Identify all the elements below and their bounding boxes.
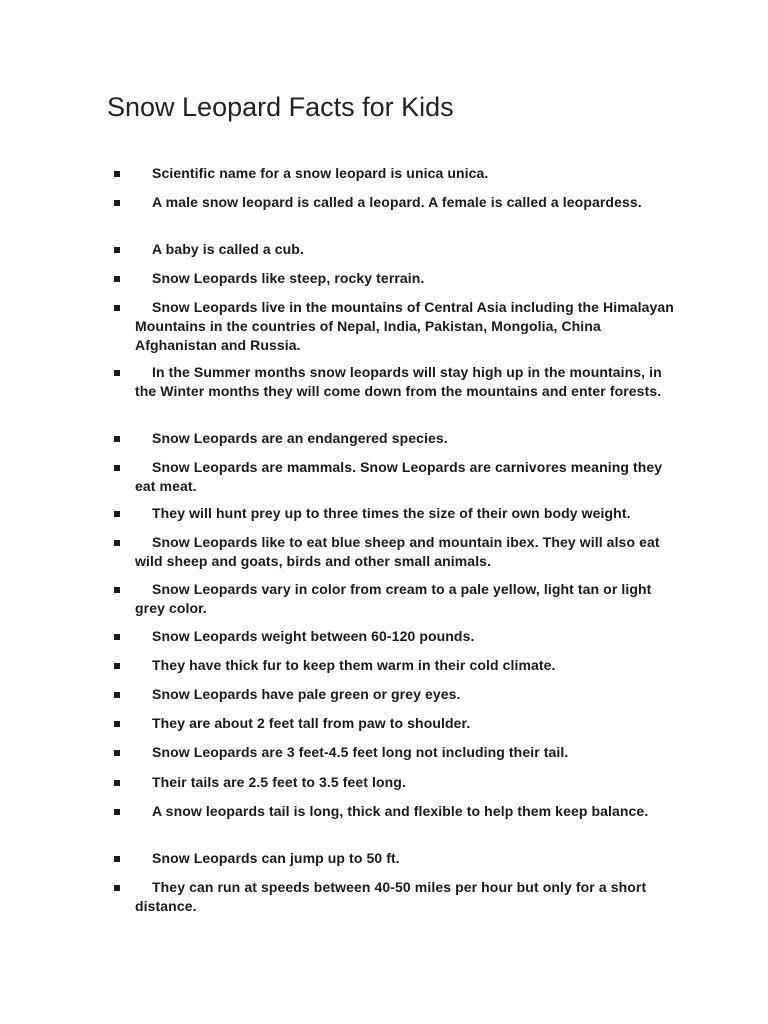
square-bullet-icon [114, 692, 120, 698]
square-bullet-icon [114, 370, 120, 376]
fact-text: Snow Leopards are an endangered species. [152, 430, 448, 446]
fact-text: Snow Leopards have pale green or grey eyes. [152, 686, 461, 702]
square-bullet-icon [114, 305, 120, 311]
fact-text: They have thick fur to keep them warm in their cold climate. [152, 657, 556, 673]
square-bullet-icon [114, 540, 120, 546]
fact-text: They are about 2 feet tall from paw to shoulder. [152, 715, 471, 731]
square-bullet-icon [114, 587, 120, 593]
fact-text: Scientific name for a snow leopard is unica unica. [152, 165, 489, 181]
square-bullet-icon [114, 809, 120, 815]
page-title: Snow Leopard Facts for Kids [107, 92, 454, 122]
square-bullet-icon [114, 750, 120, 756]
fact-text: A male snow leopard is called a leopard. A female is called a leopardess. [152, 194, 642, 210]
square-bullet-icon [114, 200, 120, 206]
fact-text: In the Summer months snow leopards will stay high up in the mountains, in the Winter months they will come down from the mountains and enter forests. [135, 364, 662, 399]
fact-text: Snow Leopards are mammals. Snow Leopards are carnivores meaning they eat meat. [135, 459, 663, 494]
fact-text: Snow Leopards are 3 feet-4.5 feet long not including their tail. [152, 744, 569, 760]
square-bullet-icon [114, 663, 120, 669]
square-bullet-icon [114, 436, 120, 442]
square-bullet-icon [114, 721, 120, 727]
square-bullet-icon [114, 885, 120, 891]
fact-text: Snow Leopards vary in color from cream to a pale yellow, light tan or light grey color. [135, 581, 652, 616]
fact-text: A snow leopards tail is long, thick and flexible to help them keep balance. [152, 803, 649, 819]
square-bullet-icon [114, 856, 120, 862]
fact-text: Snow Leopards can jump up to 50 ft. [152, 850, 400, 866]
fact-text: A baby is called a cub. [152, 241, 304, 257]
fact-text: Snow Leopards like steep, rocky terrain. [152, 270, 425, 286]
square-bullet-icon [114, 634, 120, 640]
fact-text: Snow Leopards like to eat blue sheep and mountain ibex. They will also eat wild sheep and goats, birds and other small animals. [135, 534, 660, 569]
square-bullet-icon [114, 511, 120, 517]
square-bullet-icon [114, 171, 120, 177]
fact-text: They will hunt prey up to three times the size of their own body weight. [152, 505, 631, 521]
fact-text: They can run at speeds between 40-50 miles per hour but only for a short distance. [135, 879, 647, 914]
fact-text: Snow Leopards live in the mountains of Central Asia including the Himalayan Mountains in the countries of Nepal, India, Pakistan, Mongolia, China Afghanistan and Russia. [135, 299, 674, 353]
square-bullet-icon [114, 780, 120, 786]
square-bullet-icon [114, 247, 120, 253]
fact-text: Their tails are 2.5 feet to 3.5 feet long. [152, 774, 406, 790]
square-bullet-icon [114, 465, 120, 471]
square-bullet-icon [114, 276, 120, 282]
fact-text: Snow Leopards weight between 60-120 pounds. [152, 628, 475, 644]
